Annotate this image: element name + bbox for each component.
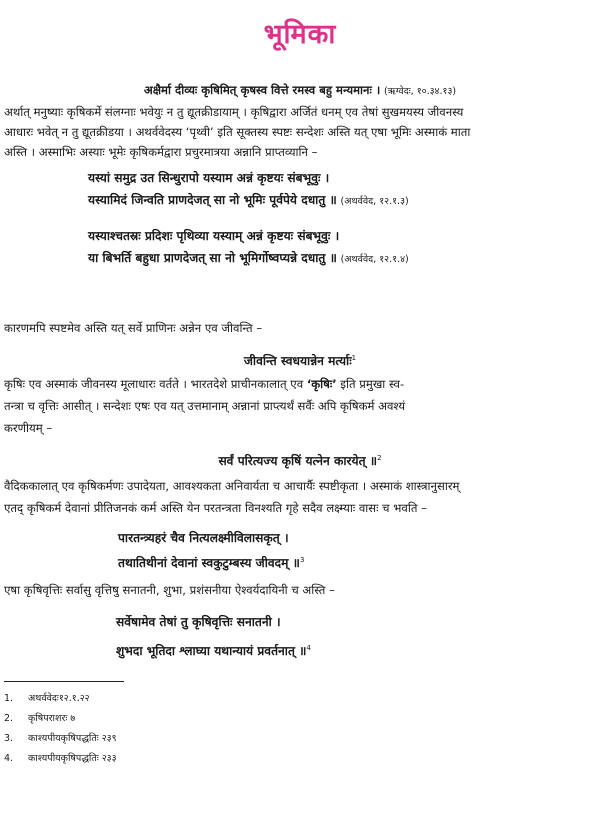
para3-line1 [4,376,404,392]
footnote [4,692,90,706]
verse4-text: सर्वं परित्यज्य कृषिं यत्नेन कारयेत् ॥ [218,454,378,469]
page-title: भूमिका [263,19,337,50]
verse1-line1: यस्यां समुद्र उत सिन्धुरापो यस्याम अन्नं कृष्टयः संबभूवुः । [88,171,330,185]
verse5-line2: तथातिथीनां देवानां स्वकुटुम्बस्य जीवदम् ॥ [118,556,300,571]
footnote-number: 2. [4,713,14,724]
verse3 [0,350,600,369]
epigraph-ref: (ऋग्वेदः, १०.३४.१३) [383,86,457,97]
verse5-line1: पारतन्त्र्यहरं चैव नित्यलक्ष्मीविलासकृत् । [118,531,289,545]
verse2-line2: या बिभर्ति बहुधा प्राणदेजत् सा नो भूमिर्गोष्वप्यन्ने दधातु ॥ [88,251,337,265]
para3-line1c: इति प्रमुखा स्व- [336,377,405,391]
verse4-footnote-mark: 2 [377,454,382,462]
para4-line1: वैदिककालात् एव कृषिकर्मणः उपादेयता, आवश्यकता अनिवार्यता च आचार्यैः स्पष्टीकृता । अस्माकं शास्त्रानुसारम् [4,479,460,493]
para1-line1: अर्थात् मनुष्याः कृषिकर्मे संलग्नाः भवेयुः न तु द्यूतक्रीडायाम् । कृषिद्वारा अर्जितं धनम् एव तेषां सुखमयस्य जीवनस्य [4,105,464,119]
footnote-text: काश्यपीयकृषिपद्धतिः २३३ [28,753,117,764]
para1-line2: आधारः भवेत् न तु द्यूतक्रीडया । अथर्ववेदस्य ‘पृथ्वी’ इति सूक्तस्य स्पष्टः सन्देशः अस्ति यत् एषा भूमिः अस्माकं माता [4,125,471,139]
verse6-line2: शुभदा भूतिदा श्लाघ्या यथान्यायं प्रवर्तनात् ॥ [116,644,307,659]
footnote-divider [4,681,124,682]
verse2-ref: (अथर्ववेद, १२.१.४) [340,254,409,265]
footnote-text: काश्यपीयकृषिपद्धतिः २३९ [28,733,117,744]
para1-line3: अस्ति । अस्माभिः अस्याः भूमेः कृषिकर्मद्वारा प्रचुरमात्रया अन्नानि प्राप्तव्यानि – [4,145,318,159]
footnote [4,732,117,746]
epigraph-text: अक्षैर्मा दीव्यः कृषिमित् कृषस्व वित्ते रमस्व बहु मन्यमानः । [143,83,381,97]
verse5-line2-wrap [118,552,304,571]
verse6-footnote-mark: 4 [306,644,311,652]
verse1-line2-wrap [88,192,409,210]
para3-keyword: ‘कृषिः’ [306,377,337,391]
verse3-text: जीवन्ति स्वधयान्नेन मर्त्याः [243,354,352,369]
verse6-line2-wrap [116,640,311,659]
verse1-line2: यस्यामिदं जिन्वति प्राणदेजत् सा नो भूमिः पूर्वपेये दधातु ॥ [88,193,337,207]
verse2-line2-wrap [88,250,409,268]
footnote-text: कृषिपराशरः ७ [28,713,76,724]
footnote [4,712,75,726]
epigraph [0,82,600,100]
verse2-line1: यस्याश्चतस्रः प्रदिशः पृथिव्या यस्याम् अन्नं कृष्टयः संबभूवुः । [88,229,340,243]
para3-line2: तन्त्रा च वृत्तिः आसीत् । सन्देशः एषः एव यत् उत्तमानाम् अन्नानां प्राप्त्यर्थं सर्वैः अपि कृषिकर्म अवश्यं [4,399,406,413]
verse4 [0,450,600,469]
footnote-text: अथर्ववेदः१२.१.२२ [28,693,90,704]
para4-line2: एतद् कृषिकर्म देवानां प्रीतिजनकं कर्म अस्ति येन परतन्त्रता विनश्यति गृहे सदैव लक्ष्म्याः वासः च भवति – [4,501,427,515]
footnote-number: 4. [4,753,14,764]
verse1-ref: (अथर्ववेद, १२.१.३) [340,196,409,207]
footnote-number: 3. [4,733,14,744]
para3-line1a: कृषिः एव अस्माकं जीवनस्य मूलाधारः वर्तते । भारतदेशे प्राचीनकालात् एव [4,377,307,391]
para5: एषा कृषिवृत्तिः सर्वासु वृत्तिषु सनातनी, शुभा, प्रशंसनीया ऐश्वर्यदायिनी च अस्ति – [4,583,335,597]
verse5-footnote-mark: 3 [299,556,305,564]
footnote [4,752,117,766]
verse6-line1: सर्वेषामेव तेषां तु कृषिवृत्तिः सनातनी । [116,615,281,629]
para2: कारणमपि स्पष्टमेव अस्ति यत् सर्वे प्राणिनः अन्नेन एव जीवन्ति – [4,321,263,335]
para3-line3: करणीयम् – [4,421,53,435]
verse3-footnote-mark: 1 [351,354,357,362]
footnote-number: 1. [4,693,14,704]
